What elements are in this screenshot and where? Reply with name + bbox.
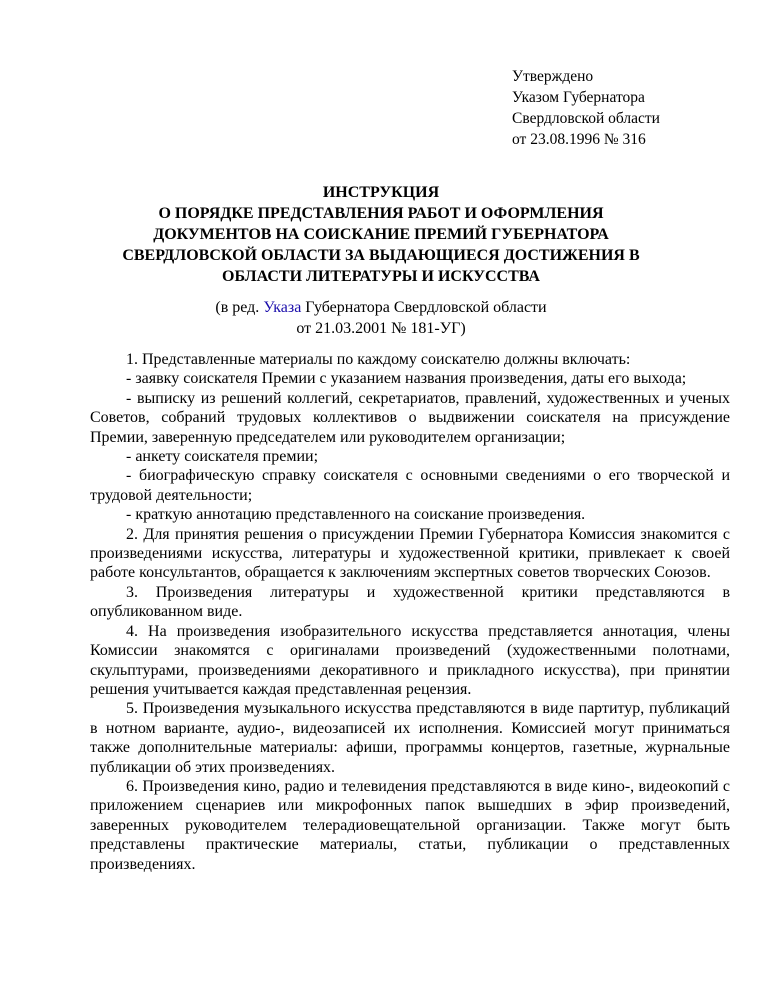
edition-date: от 21.03.2001 № 181-УГ) xyxy=(296,320,466,337)
list-item: - краткую аннотацию представленного на соискание произведения. xyxy=(126,506,586,524)
paragraph: 3. Произведения литературы и художественной критики представляются в опубликованном виде. xyxy=(90,583,730,621)
paragraph: 1. Представленные материалы по каждому соискателю должны включать: xyxy=(126,351,631,368)
document-body xyxy=(90,350,730,874)
paragraph: 6. Произведения кино, радио и телевидения представляются в виде кино-, видеокопий с приложением сценариев или микрофонных папок вышедших в эфир произведений, заверенных руководителем телерадиовещательной организации. Также могут быть представлены практические материалы, статьи, публикации о представленных произведениях. xyxy=(90,777,730,873)
approval-line: Свердловской области xyxy=(512,110,660,127)
approval-line: от 23.08.1996 № 316 xyxy=(512,131,646,148)
title-line: ОБЛАСТИ ЛИТЕРАТУРЫ И ИСКУССТВА xyxy=(222,268,540,285)
approval-block xyxy=(512,66,660,150)
list-item: - биографическую справку соискателя с основными сведениями о его творческой и трудовой деятельности; xyxy=(90,467,730,504)
edition-note xyxy=(90,297,672,339)
decree-link[interactable]: Указа xyxy=(263,299,302,316)
paragraph: 5. Произведения музыкального искусства представляются в виде партитур, публикаций в нотном варианте, аудио-, видеозаписей их исполнения. Комиссией могут приниматься также дополнительные материалы: афиши, программы концертов, газетные, журнальные публикации об этих произведениях. xyxy=(90,700,730,776)
list-item: - заявку соискателя Премии с указанием названия произведения, даты его выхода; xyxy=(126,370,687,388)
document-title xyxy=(90,182,672,287)
list-item: - анкету соискателя премии; xyxy=(126,448,319,466)
title-line: О ПОРЯДКЕ ПРЕДСТАВЛЕНИЯ РАБОТ И ОФОРМЛЕНИЯ xyxy=(158,205,604,222)
title-line: ИНСТРУКЦИЯ xyxy=(322,184,440,201)
edition-suffix: Губернатора Свердловской области xyxy=(301,299,547,316)
approval-line: Указом Губернатора xyxy=(512,89,645,106)
list-item: - выписку из решений коллегий, секретариатов, правлений, художественных и ученых Советов, собраний трудовых коллективов о выдвижении соискателя на присуждение Премии, заверенную председателем или руководителем организации; xyxy=(90,389,730,446)
paragraph: 2. Для принятия решения о присуждении Премии Губернатора Комиссия знакомится с произведениями искусства, литературы и художественной критики, привлекает к своей работе консультантов, обращается к заключениям экспертных советов творческих Союзов. xyxy=(90,525,730,582)
title-line: СВЕРДЛОВСКОЙ ОБЛАСТИ ЗА ВЫДАЮЩИЕСЯ ДОСТИЖЕНИЯ В xyxy=(122,247,640,264)
edition-prefix: (в ред. xyxy=(215,299,264,316)
paragraph: 4. На произведения изобразительного искусства представляется аннотация, члены Комиссии знакомятся с оригиналами произведений (художественными полотнами, скульптурами, произведениями декоративного и прикладного искусства), при принятии решения учитывается каждая представленная рецензия. xyxy=(90,622,730,698)
edition-line xyxy=(90,297,672,318)
approval-line: Утверждено xyxy=(512,68,594,85)
title-line: ДОКУМЕНТОВ НА СОИСКАНИЕ ПРЕМИЙ ГУБЕРНАТОРА xyxy=(153,226,609,243)
